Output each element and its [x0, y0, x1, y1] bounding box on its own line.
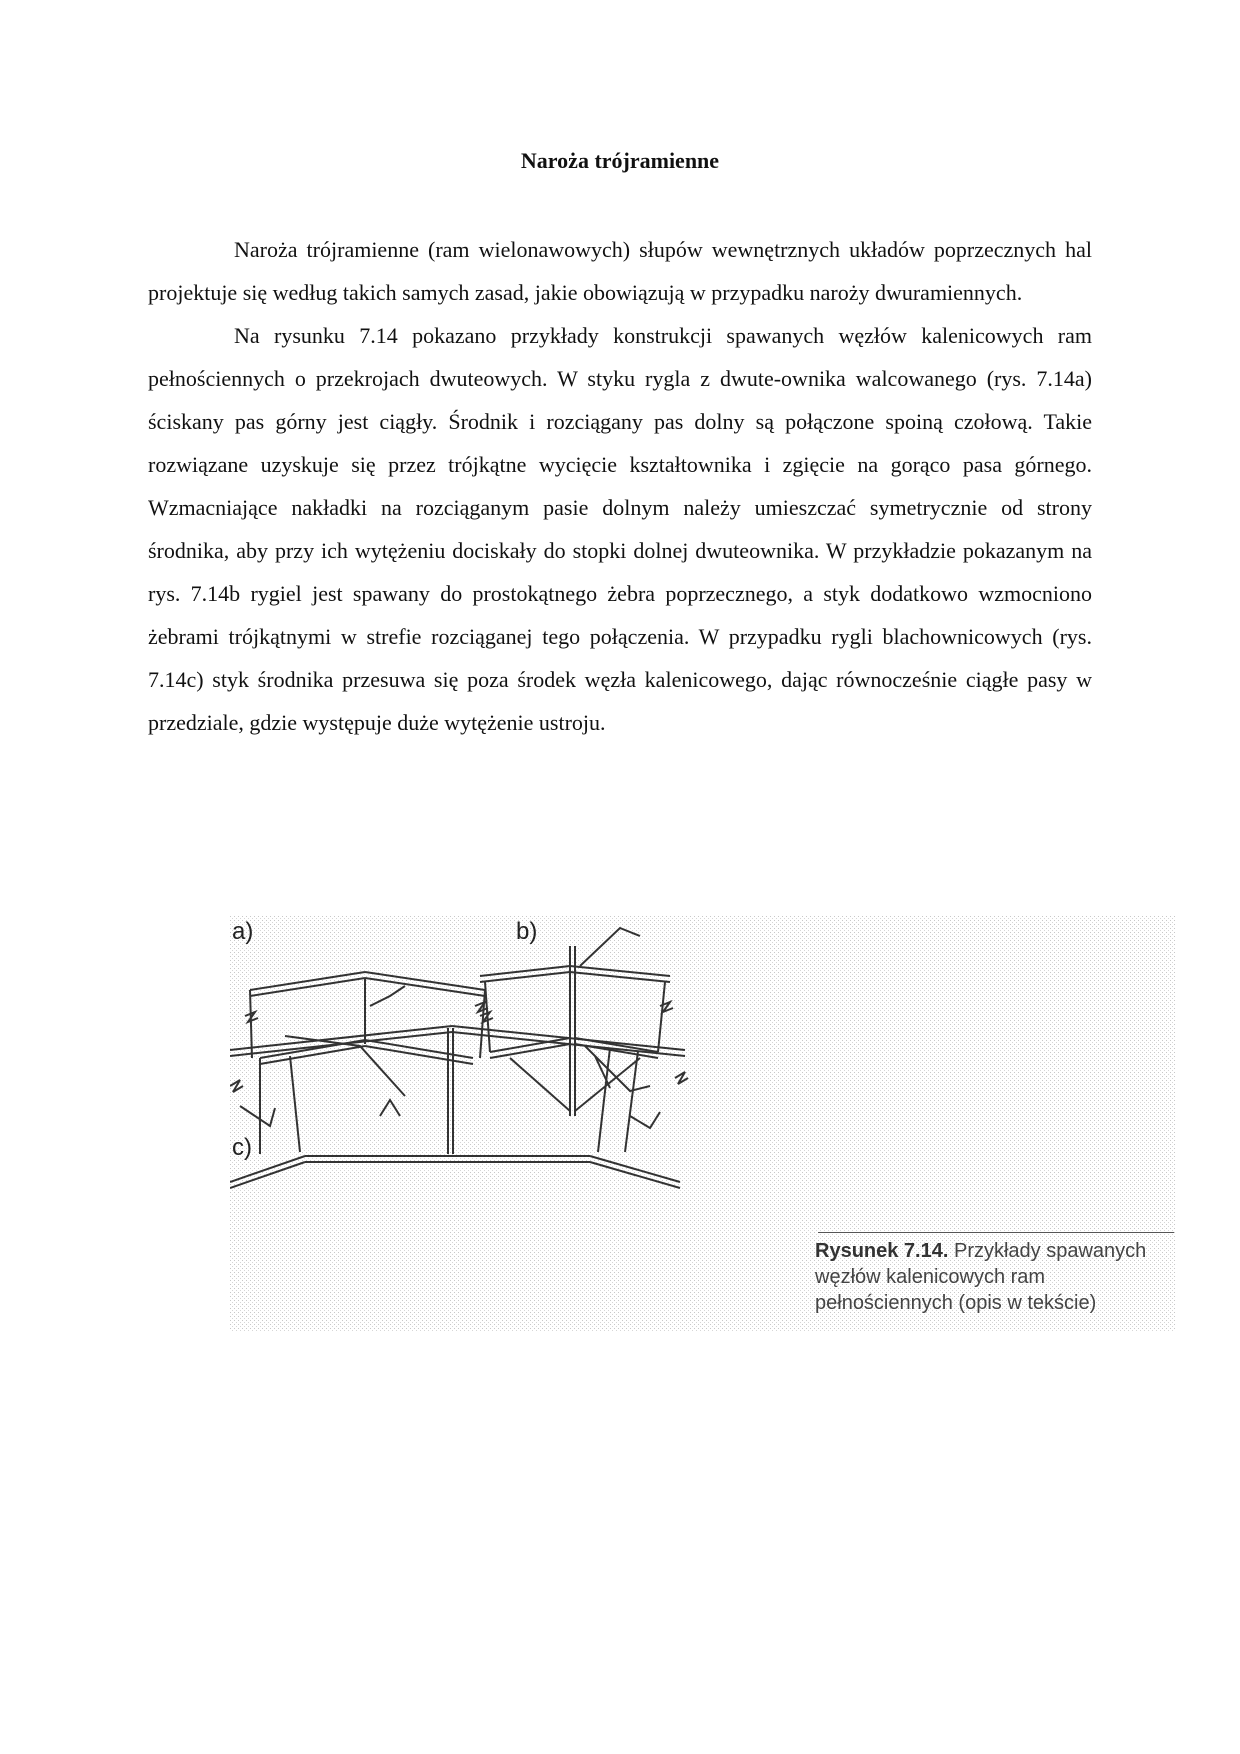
paragraph-2: Na rysunku 7.14 pokazano przykłady konstrukcji spawanych węzłów kalenicowych ram pełnościennych o przekrojach dwuteowych. W styku rygla z dwute-ownika walcowanego (rys. 7.14a) ściskany pas górny jest ciągły. Środnik i rozciągany pas dolny są połączone spoiną czołową. Takie rozwiązane uzyskuje się przez trójkątne wycięcie kształtownika i zgięcie na gorąco pasa górnego. Wzmacniające nakładki na rozciąganym pasie dolnym należy umieszczać symetrycznie od strony środnika, aby przy ich wytężeniu dociskały do stopki dolnej dwuteownika. W przykładzie pokazanym na rys. 7.14b rygiel jest spawany do prostokątnego żebra poprzecznego, a styk dodatkowo wzmocniono żebrami trójkątnymi w strefie rozciąganej tego połączenia. W przypadku rygli blachownicowych (rys. 7.14c) styk środnika przesuwa się poza środek węzła kalenicowego, dając równocześnie ciągłe pasy w przedziale, gdzie występuje duże wytężenie ustroju. [148, 323, 1092, 735]
figure-7-14 [230, 916, 1175, 1331]
caption-text: Przykłady spawanych węzłów kalenicowych ram pełnościennych (opis w tekście) [815, 1240, 1147, 1314]
panel-label-a: a) [232, 918, 254, 945]
document-title: Naroża trójramienne [520, 148, 720, 173]
body-text [148, 228, 1092, 744]
caption-rule [818, 1232, 1174, 1233]
figure-caption [815, 1238, 1165, 1316]
panel-label-c: c) [232, 1134, 252, 1161]
panel-label-b: b) [516, 918, 538, 945]
paragraph-1: Naroża trójramienne (ram wielonawowych) słupów wewnętrznych układów poprzecznych hal projektuje się według takich samych zasad, jakie obowiązują w przypadku naroży dwuramiennych. [148, 237, 1092, 305]
caption-head: Rysunek 7.14. [815, 1240, 949, 1262]
